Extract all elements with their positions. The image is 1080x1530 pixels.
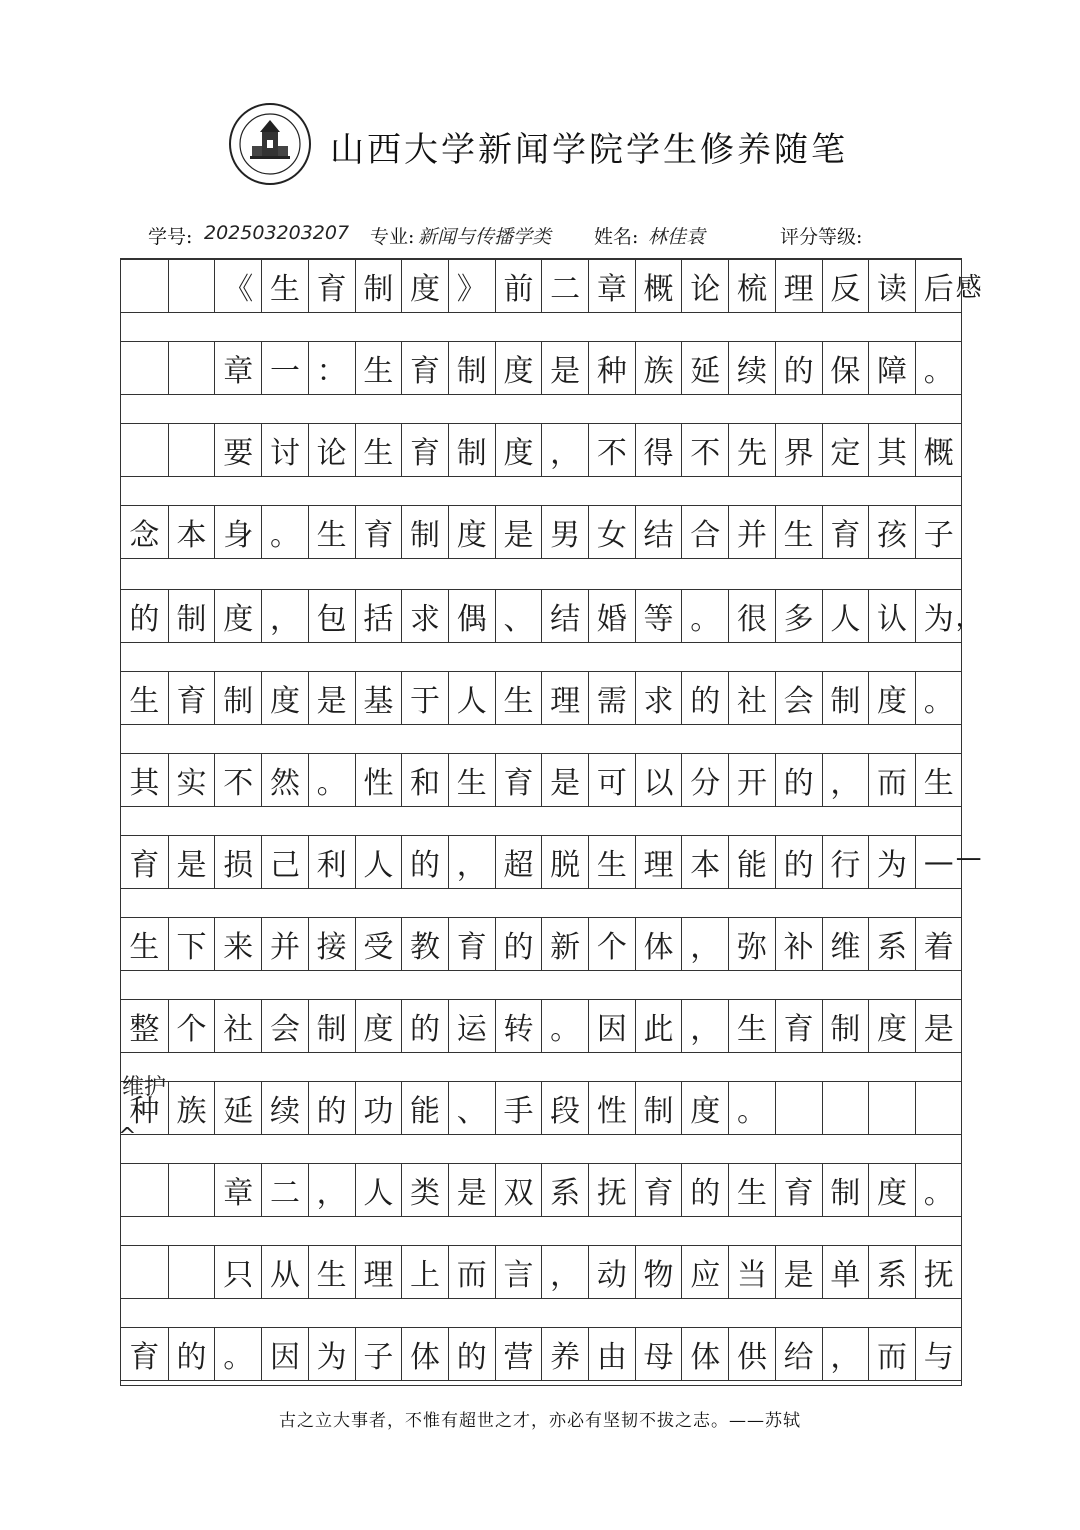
footer-quote: 古之立大事者，不惟有超世之才，亦必有坚韧不拔之志。——苏轼 <box>279 1411 801 1431</box>
grid-cell: 生 <box>129 684 160 719</box>
grid-cell: 养 <box>541 1327 588 1381</box>
grid-cell: 的 <box>775 341 822 395</box>
grid-cell: 章 <box>214 341 261 395</box>
grid-cell: 育 <box>775 999 822 1053</box>
grid-cell: 转 <box>495 999 542 1053</box>
grid-cell: 运 <box>448 999 495 1053</box>
grid-cell <box>168 259 215 313</box>
grid-cell: 定 <box>822 423 869 477</box>
grid-cell: 个 <box>588 917 635 971</box>
grid-cell: 续 <box>728 341 775 395</box>
grid-cell: 生 <box>728 1163 775 1217</box>
grid-cell: 后 <box>915 259 962 313</box>
grid-cell: 》 <box>448 259 495 313</box>
grid-cell: 段 <box>541 1081 588 1135</box>
grid-cell: 理 <box>635 835 682 889</box>
grid-cell: 。 <box>308 753 355 807</box>
grid-cell: — <box>915 835 962 889</box>
grid-row <box>121 1327 961 1381</box>
grid-cell: 的 <box>681 1163 728 1217</box>
grid-cell: 制 <box>822 671 869 725</box>
grid-cell: 的 <box>168 1327 215 1381</box>
major-value: 新闻与传播学类 <box>418 226 552 248</box>
grid-cell: 体 <box>635 917 682 971</box>
grid-cell: 己 <box>261 835 308 889</box>
grid-cell: 身 <box>214 505 261 559</box>
grid-cell: 族 <box>635 341 682 395</box>
grid-cell: 女 <box>588 505 635 559</box>
grid-cell: 生 <box>588 835 635 889</box>
grid-cell: 的 <box>495 917 542 971</box>
grid-cell: 的 <box>681 671 728 725</box>
grid-cell: 言 <box>495 1245 542 1299</box>
grid-cell: 补 <box>775 917 822 971</box>
grid-cell: 为 <box>915 589 962 643</box>
grid-cell: 保 <box>822 341 869 395</box>
grid-cell: 下 <box>168 917 215 971</box>
grid-cell <box>121 1245 168 1299</box>
grid-cell: 育 <box>401 423 448 477</box>
grid-cell: 是 <box>541 341 588 395</box>
grid-cell: 社 <box>214 999 261 1053</box>
grid-cell: 与 <box>915 1327 962 1381</box>
grid-cell: ， <box>541 423 588 477</box>
grid-cell <box>868 1081 915 1135</box>
grid-cell: 人 <box>355 835 402 889</box>
grid-cell: 种 <box>588 341 635 395</box>
grid-cell: 读 <box>868 259 915 313</box>
grid-cell: 然 <box>261 753 308 807</box>
grid-cell: 子 <box>355 1327 402 1381</box>
grid-cell <box>121 259 168 313</box>
grid-cell: 等 <box>635 589 682 643</box>
grid-cell: 动 <box>588 1245 635 1299</box>
grid-cell: 给 <box>775 1327 822 1381</box>
grid-cell: 育 <box>822 505 869 559</box>
grid-cell: 的 <box>448 1327 495 1381</box>
grid-cell: 是 <box>541 753 588 807</box>
grid-cell: 度 <box>355 999 402 1053</box>
grid-cell: 障 <box>868 341 915 395</box>
grid-cell: 。 <box>214 1327 261 1381</box>
grid-cell: 制 <box>635 1081 682 1135</box>
name-value: 林佳袁 <box>648 226 706 248</box>
grid-cell: 并 <box>728 505 775 559</box>
grid-cell: 整 <box>129 1012 160 1047</box>
grid-cell <box>915 1081 962 1135</box>
grid-cell <box>121 423 168 477</box>
grid-cell: 度 <box>868 999 915 1053</box>
grid-cell: 基 <box>355 671 402 725</box>
grid-cell: 生 <box>355 423 402 477</box>
grid-cell: 。 <box>915 671 962 725</box>
grid-cell: 新 <box>541 917 588 971</box>
grid-cell: 人 <box>355 1163 402 1217</box>
grid-cell: 续 <box>261 1081 308 1135</box>
grid-cell: 界 <box>775 423 822 477</box>
grid-row <box>121 1245 961 1299</box>
grid-cell: 制 <box>448 423 495 477</box>
grid-cell: 应 <box>681 1245 728 1299</box>
name-label: 姓名: <box>594 226 639 248</box>
grid-cell: 并 <box>261 917 308 971</box>
grid-cell: 求 <box>401 589 448 643</box>
grid-cell: ， <box>681 999 728 1053</box>
grid-cell: 一 <box>261 341 308 395</box>
grid-cell: 。 <box>261 505 308 559</box>
grid-cell: 脱 <box>541 835 588 889</box>
student-id-value: 202503203207 <box>204 222 350 244</box>
grid-cell: 育 <box>308 259 355 313</box>
grid-cell: 求 <box>635 671 682 725</box>
grid-cell <box>168 1245 215 1299</box>
grid-row <box>121 589 982 643</box>
grid-row <box>121 1081 961 1135</box>
grid-cell: 的 <box>401 999 448 1053</box>
grid-cell: 受 <box>355 917 402 971</box>
grid-cell: 人 <box>448 671 495 725</box>
grid-row <box>121 835 982 889</box>
grid-cell: 。 <box>915 341 962 395</box>
grid-cell: 其 <box>129 766 160 801</box>
grid-cell: 念 <box>129 518 160 553</box>
grid-cell: 性 <box>355 753 402 807</box>
grid-cell: 讨 <box>261 423 308 477</box>
grid-cell: 结 <box>541 589 588 643</box>
grid-cell: 系 <box>541 1163 588 1217</box>
grid-row <box>121 753 961 807</box>
grid-cell: 上 <box>401 1245 448 1299</box>
grid-cell: 社 <box>728 671 775 725</box>
grid-cell: 为 <box>308 1327 355 1381</box>
grid-cell: 损 <box>214 835 261 889</box>
grid-cell: 概 <box>635 259 682 313</box>
grid-cell <box>121 1163 168 1217</box>
grid-cell: 需 <box>588 671 635 725</box>
grid-cell <box>168 423 215 477</box>
grid-cell: 概 <box>915 423 962 477</box>
grid-cell: 育 <box>635 1163 682 1217</box>
grid-cell: 度 <box>448 505 495 559</box>
grid-cell: 制 <box>214 671 261 725</box>
grid-cell: 族 <box>168 1081 215 1135</box>
grid-cell: 单 <box>822 1245 869 1299</box>
grid-cell: 延 <box>214 1081 261 1135</box>
grid-cell: 育 <box>129 848 160 883</box>
overflow-char: — <box>955 843 982 873</box>
grid-cell: 育 <box>168 671 215 725</box>
grid-cell: 种 <box>129 1094 160 1129</box>
grid-row <box>121 341 961 395</box>
grid-cell: 度 <box>495 341 542 395</box>
grid-cell: 本 <box>681 835 728 889</box>
grid-cell <box>775 1081 822 1135</box>
grid-cell: 于 <box>401 671 448 725</box>
overflow-char: ， <box>955 603 982 633</box>
grid-cell: 行 <box>822 835 869 889</box>
grid-cell: 其 <box>868 423 915 477</box>
grid-cell: 和 <box>401 753 448 807</box>
grid-cell: ， <box>448 835 495 889</box>
grid-cell: 抚 <box>915 1245 962 1299</box>
grid-cell: 包 <box>308 589 355 643</box>
grid-cell: 括 <box>355 589 402 643</box>
grid-cell: 度 <box>214 589 261 643</box>
grid-cell: 得 <box>635 423 682 477</box>
grid-cell: 利 <box>308 835 355 889</box>
grid-cell: 分 <box>681 753 728 807</box>
grid-row <box>121 423 961 477</box>
grid-cell: 章 <box>588 259 635 313</box>
grid-cell: 男 <box>541 505 588 559</box>
grid-cell: 度 <box>681 1081 728 1135</box>
grid-cell: 章 <box>214 1163 261 1217</box>
grid-cell: 理 <box>541 671 588 725</box>
grid-cell: 子 <box>915 505 962 559</box>
grid-cell: 梳 <box>728 259 775 313</box>
grid-cell: 。 <box>728 1081 775 1135</box>
grid-cell: 的 <box>775 753 822 807</box>
insertion-caret-icon: ^ <box>118 1124 137 1149</box>
grid-cell: 母 <box>635 1327 682 1381</box>
grid-cell: 育 <box>129 1340 160 1375</box>
grid-cell: 能 <box>401 1081 448 1135</box>
grid-cell: 抚 <box>588 1163 635 1217</box>
grid-cell: 而 <box>868 1327 915 1381</box>
grid-cell: 很 <box>728 589 775 643</box>
grid-cell: 本 <box>168 505 215 559</box>
grid-cell: 个 <box>168 999 215 1053</box>
grid-cell: 体 <box>681 1327 728 1381</box>
grid-cell: 可 <box>588 753 635 807</box>
grid-cell: 生 <box>448 753 495 807</box>
grid-cell: 、 <box>448 1081 495 1135</box>
grid-cell: 是 <box>308 671 355 725</box>
grid-cell: 超 <box>495 835 542 889</box>
grid-cell: 会 <box>261 999 308 1053</box>
grid-cell: 、 <box>495 589 542 643</box>
grid-cell: 着 <box>915 917 962 971</box>
grid-cell: 认 <box>868 589 915 643</box>
grid-cell: 《 <box>214 259 261 313</box>
grid-cell: ， <box>681 917 728 971</box>
grid-cell: 功 <box>355 1081 402 1135</box>
overflow-char: 感 <box>955 273 982 303</box>
grid-cell <box>822 1081 869 1135</box>
grid-cell: 系 <box>868 917 915 971</box>
grid-row <box>121 1163 961 1217</box>
grid-row <box>121 999 961 1053</box>
grid-cell: 生 <box>775 505 822 559</box>
grid-cell: 。 <box>541 999 588 1053</box>
grid-cell: 手 <box>495 1081 542 1135</box>
grid-cell: 合 <box>681 505 728 559</box>
grid-cell: 制 <box>355 259 402 313</box>
page-header <box>0 96 1080 206</box>
grid-cell: 制 <box>401 505 448 559</box>
grid-cell: 是 <box>168 835 215 889</box>
grid-cell: 会 <box>775 671 822 725</box>
grid-cell: 育 <box>775 1163 822 1217</box>
grid-cell: 多 <box>775 589 822 643</box>
grid-cell: ， <box>308 1163 355 1217</box>
grid-cell: 二 <box>541 259 588 313</box>
grid-cell: 理 <box>355 1245 402 1299</box>
grid-cell: 度 <box>401 259 448 313</box>
grid-cell <box>121 341 168 395</box>
grid-cell: ： <box>308 341 355 395</box>
grid-cell: 生 <box>261 259 308 313</box>
grid-cell: 能 <box>728 835 775 889</box>
grid-cell: 婚 <box>588 589 635 643</box>
grid-cell: 因 <box>588 999 635 1053</box>
grid-cell: 。 <box>915 1163 962 1217</box>
grid-cell: 生 <box>355 341 402 395</box>
grid-cell: 的 <box>308 1081 355 1135</box>
grid-cell: 要 <box>214 423 261 477</box>
grid-cell: 制 <box>822 999 869 1053</box>
grid-cell: 是 <box>495 505 542 559</box>
grid-cell: ， <box>541 1245 588 1299</box>
grade-label: 评分等级: <box>780 226 863 248</box>
grid-cell: 教 <box>401 917 448 971</box>
grid-cell: 生 <box>915 753 962 807</box>
student-id-label: 学号: <box>148 226 193 248</box>
grid-cell: 度 <box>868 671 915 725</box>
grid-cell: 由 <box>588 1327 635 1381</box>
writing-grid <box>120 258 982 1386</box>
grid-cell: 育 <box>495 753 542 807</box>
grid-cell: 反 <box>822 259 869 313</box>
grid-cell: 生 <box>308 1245 355 1299</box>
grid-cell: 性 <box>588 1081 635 1135</box>
grid-cell: 物 <box>635 1245 682 1299</box>
grid-cell: 来 <box>214 917 261 971</box>
grid-cell: 从 <box>261 1245 308 1299</box>
grid-cell: 度 <box>261 671 308 725</box>
grid-cell: 度 <box>868 1163 915 1217</box>
page-title: 山西大学新闻学院学生修养随笔 <box>330 130 848 170</box>
grid-cell: 育 <box>355 505 402 559</box>
grid-cell: 的 <box>401 835 448 889</box>
university-seal-icon <box>228 102 312 186</box>
grid-cell: 论 <box>681 259 728 313</box>
grid-cell: 孩 <box>868 505 915 559</box>
grid-cell: 不 <box>588 423 635 477</box>
grid-cell: 为 <box>868 835 915 889</box>
grid-cell: 生 <box>129 930 160 965</box>
grid-cell: 不 <box>681 423 728 477</box>
grid-cell: 结 <box>635 505 682 559</box>
grid-cell <box>168 1163 215 1217</box>
grid-cell: 实 <box>168 753 215 807</box>
grid-cell: 开 <box>728 753 775 807</box>
grid-cell: 营 <box>495 1327 542 1381</box>
grid-row <box>121 505 961 559</box>
grid-cell: 是 <box>775 1245 822 1299</box>
grid-cell: 延 <box>681 341 728 395</box>
grid-cell: 而 <box>868 753 915 807</box>
student-info-line <box>148 222 948 256</box>
grid-cell: 供 <box>728 1327 775 1381</box>
grid-cell: 论 <box>308 423 355 477</box>
grid-cell: 的 <box>775 835 822 889</box>
grid-cell: 度 <box>495 423 542 477</box>
grid-cell: 二 <box>261 1163 308 1217</box>
grid-row <box>121 259 982 313</box>
grid-cell: 先 <box>728 423 775 477</box>
grid-cell: 生 <box>308 505 355 559</box>
grid-cell: 。 <box>681 589 728 643</box>
grid-cell: 制 <box>822 1163 869 1217</box>
grid-cell: 偶 <box>448 589 495 643</box>
grid-cell: ， <box>261 589 308 643</box>
grid-cell: 弥 <box>728 917 775 971</box>
grid-row <box>121 671 961 725</box>
major-label: 专业: <box>370 226 415 248</box>
grid-cell: 接 <box>308 917 355 971</box>
grid-cell <box>168 341 215 395</box>
grid-cell: 前 <box>495 259 542 313</box>
grid-cell: 的 <box>129 602 160 637</box>
grid-cell: 是 <box>448 1163 495 1217</box>
grid-cell: 是 <box>915 999 962 1053</box>
grid-cell: 系 <box>868 1245 915 1299</box>
grid-cell: 类 <box>401 1163 448 1217</box>
grid-cell: 不 <box>214 753 261 807</box>
grid-cell: 因 <box>261 1327 308 1381</box>
grid-cell: ， <box>822 753 869 807</box>
grid-cell: 制 <box>448 341 495 395</box>
grid-cell: 生 <box>728 999 775 1053</box>
grid-cell: 理 <box>775 259 822 313</box>
grid-cell: 维 <box>822 917 869 971</box>
grid-cell: 制 <box>308 999 355 1053</box>
grid-cell: 人 <box>822 589 869 643</box>
grid-cell: 只 <box>214 1245 261 1299</box>
grid-cell: 以 <box>635 753 682 807</box>
grid-row <box>121 917 961 971</box>
grid-cell: 双 <box>495 1163 542 1217</box>
grid-cell: 制 <box>168 589 215 643</box>
insertion-mark-text: 维护 <box>122 1075 167 1100</box>
grid-cell: 而 <box>448 1245 495 1299</box>
grid-cell: ， <box>822 1327 869 1381</box>
grid-cell: 当 <box>728 1245 775 1299</box>
grid-cell: 体 <box>401 1327 448 1381</box>
grid-cell: 生 <box>495 671 542 725</box>
grid-cell: 此 <box>635 999 682 1053</box>
grid-cell: 育 <box>448 917 495 971</box>
grid-cell: 育 <box>401 341 448 395</box>
